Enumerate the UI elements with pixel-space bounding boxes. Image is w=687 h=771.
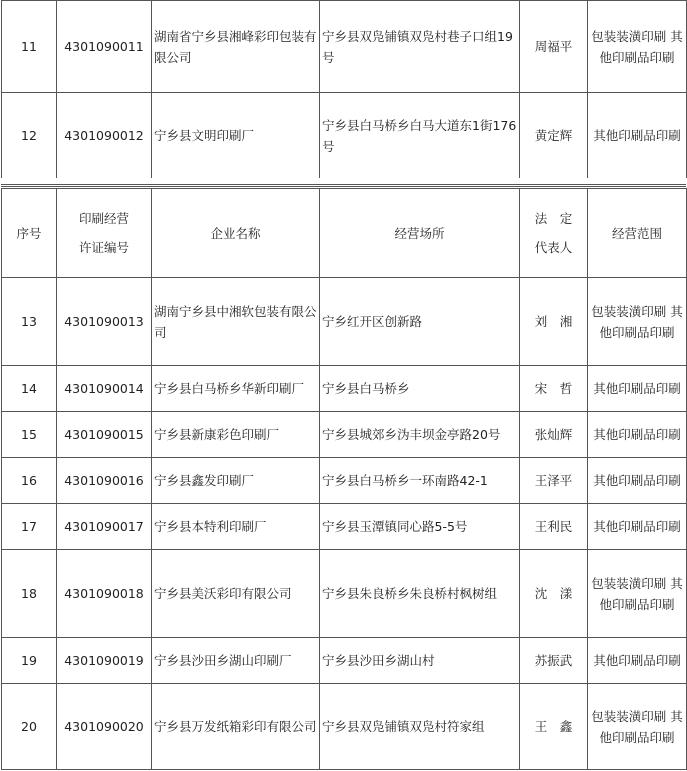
rep-cell: 宋 哲 xyxy=(520,366,588,412)
license-cell: 4301090012 xyxy=(57,93,152,179)
address-cell: 宁乡县白马桥乡白马大道东1街176号 xyxy=(320,93,520,179)
header-name: 企业名称 xyxy=(152,189,320,278)
company-name-cell: 湖南宁乡县中湘软包装有限公司 xyxy=(152,278,320,366)
company-name-cell: 宁乡县文明印刷厂 xyxy=(152,93,320,179)
address-cell: 宁乡县玉潭镇同心路5-5号 xyxy=(320,504,520,550)
seq-cell: 12 xyxy=(2,93,57,179)
table-row xyxy=(2,93,687,179)
address-cell: 宁乡县白马桥乡 xyxy=(320,366,520,412)
license-cell: 4301090014 xyxy=(57,366,152,412)
scope-cell: 其他印刷品印刷 xyxy=(588,638,687,684)
seq-cell: 20 xyxy=(2,684,57,770)
table-row xyxy=(2,1,687,93)
company-name-cell: 宁乡县万发纸箱彩印有限公司 xyxy=(152,684,320,770)
rep-cell: 王 鑫 xyxy=(520,684,588,770)
address-cell: 宁乡县朱良桥乡朱良桥村枫树组 xyxy=(320,550,520,638)
license-cell: 4301090019 xyxy=(57,638,152,684)
company-name-cell: 宁乡县鑫发印刷厂 xyxy=(152,458,320,504)
scope-cell: 包装装潢印刷 其他印刷品印刷 xyxy=(588,278,687,366)
address-cell: 宁乡县城郊乡沩丰坝金亭路20号 xyxy=(320,412,520,458)
header-rep xyxy=(520,189,588,278)
table-row xyxy=(2,412,687,458)
seq-cell: 19 xyxy=(2,638,57,684)
rep-cell: 苏振武 xyxy=(520,638,588,684)
company-name-cell: 湖南省宁乡县湘峰彩印包装有限公司 xyxy=(152,1,320,93)
license-cell: 4301090015 xyxy=(57,412,152,458)
address-cell: 宁乡县双凫铺镇双凫村巷子口组19号 xyxy=(320,1,520,93)
license-cell: 4301090011 xyxy=(57,1,152,93)
table-top-edge xyxy=(1,184,686,187)
address-cell: 宁乡县白马桥乡一环南路42-1 xyxy=(320,458,520,504)
license-cell: 4301090016 xyxy=(57,458,152,504)
table-row xyxy=(2,458,687,504)
company-name-cell: 宁乡县新康彩色印刷厂 xyxy=(152,412,320,458)
header-license-line1: 印刷经营 xyxy=(78,211,129,226)
address-cell: 宁乡红开区创新路 xyxy=(320,278,520,366)
company-name-cell: 宁乡县美沃彩印有限公司 xyxy=(152,550,320,638)
rep-cell: 王利民 xyxy=(520,504,588,550)
seq-cell: 16 xyxy=(2,458,57,504)
company-name-cell: 宁乡县本特利印刷厂 xyxy=(152,504,320,550)
table-header-row xyxy=(2,189,687,278)
table-row xyxy=(2,504,687,550)
header-address: 经营场所 xyxy=(320,189,520,278)
license-table xyxy=(1,188,687,770)
company-name-cell: 宁乡县沙田乡湖山印刷厂 xyxy=(152,638,320,684)
scope-cell: 其他印刷品印刷 xyxy=(588,504,687,550)
table-row xyxy=(2,278,687,366)
license-cell: 4301090017 xyxy=(57,504,152,550)
rep-cell: 周福平 xyxy=(520,1,588,93)
rep-cell: 黄定辉 xyxy=(520,93,588,179)
header-license xyxy=(57,189,152,278)
seq-cell: 15 xyxy=(2,412,57,458)
header-license-line2: 许证编号 xyxy=(78,240,129,255)
scope-cell: 包装装潢印刷 其他印刷品印刷 xyxy=(588,550,687,638)
rep-cell: 沈 漾 xyxy=(520,550,588,638)
license-cell: 4301090013 xyxy=(57,278,152,366)
table-row xyxy=(2,638,687,684)
license-cell: 4301090020 xyxy=(57,684,152,770)
license-cell: 4301090018 xyxy=(57,550,152,638)
scope-cell: 其他印刷品印刷 xyxy=(588,93,687,179)
seq-cell: 18 xyxy=(2,550,57,638)
table-row xyxy=(2,550,687,638)
scope-cell: 其他印刷品印刷 xyxy=(588,412,687,458)
seq-cell: 13 xyxy=(2,278,57,366)
rep-cell: 刘 湘 xyxy=(520,278,588,366)
license-table-top xyxy=(1,0,687,179)
scope-cell: 其他印刷品印刷 xyxy=(588,366,687,412)
header-rep-line1: 法 定 xyxy=(534,211,573,226)
header-scope: 经营范围 xyxy=(588,189,687,278)
scope-cell: 包装装潢印刷 其他印刷品印刷 xyxy=(588,684,687,770)
scope-cell: 包装装潢印刷 其他印刷品印刷 xyxy=(588,1,687,93)
seq-cell: 17 xyxy=(2,504,57,550)
address-cell: 宁乡县双凫铺镇双凫村符家组 xyxy=(320,684,520,770)
scope-cell: 其他印刷品印刷 xyxy=(588,458,687,504)
rep-cell: 王泽平 xyxy=(520,458,588,504)
company-name-cell: 宁乡县白马桥乡华新印刷厂 xyxy=(152,366,320,412)
rep-cell: 张灿辉 xyxy=(520,412,588,458)
table-row xyxy=(2,366,687,412)
seq-cell: 11 xyxy=(2,1,57,93)
header-seq: 序号 xyxy=(2,189,57,278)
table-row xyxy=(2,684,687,770)
address-cell: 宁乡县沙田乡湖山村 xyxy=(320,638,520,684)
header-rep-line2: 代表人 xyxy=(534,240,573,255)
seq-cell: 14 xyxy=(2,366,57,412)
